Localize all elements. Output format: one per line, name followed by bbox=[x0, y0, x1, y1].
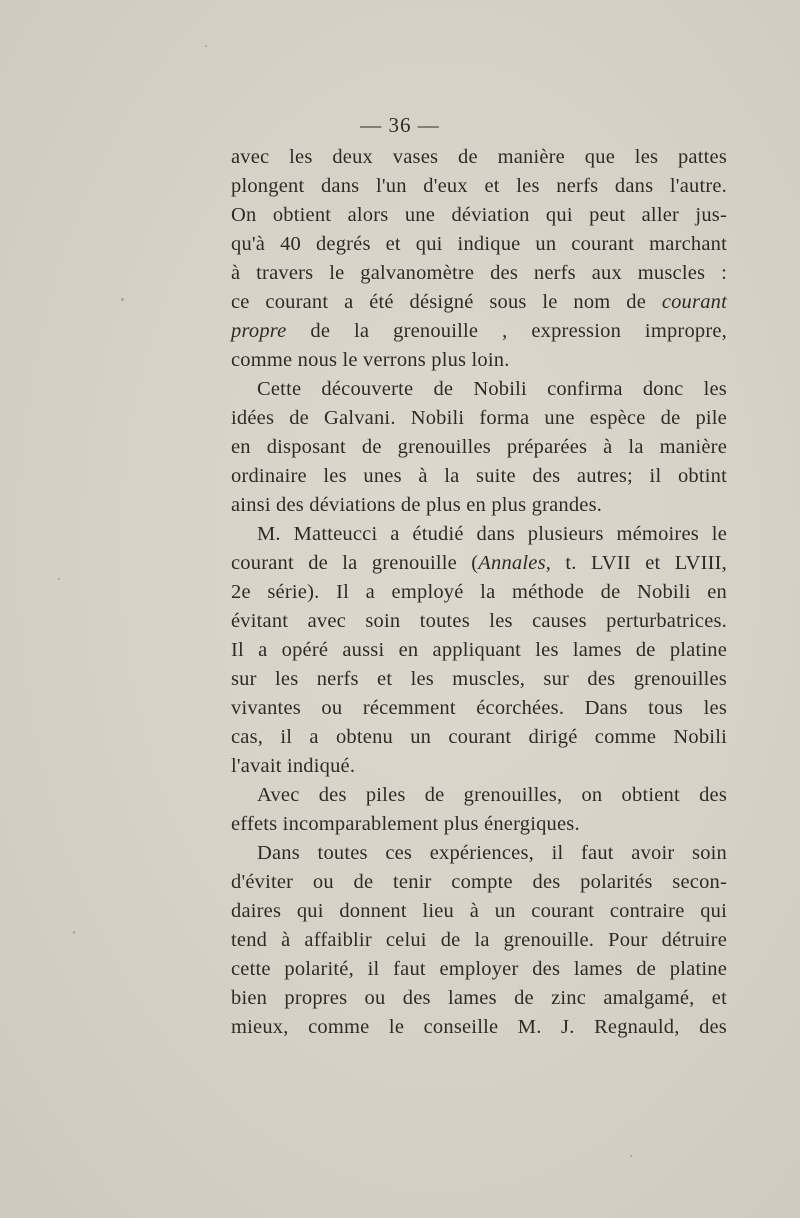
italic-text: propre bbox=[231, 320, 287, 342]
text-segment: courant de la grenouille ( bbox=[231, 552, 479, 574]
text-line bbox=[231, 462, 727, 491]
text-segment: cette polarité, il faut employer des lames de platine bbox=[231, 958, 727, 980]
text-line bbox=[231, 694, 727, 723]
text-segment: sur les nerfs et les muscles, sur des grenouilles bbox=[231, 668, 727, 690]
paper-speck bbox=[630, 1155, 632, 1157]
text-segment: t. LVII et LVIII, bbox=[551, 552, 727, 574]
text-line bbox=[231, 781, 727, 810]
text-line bbox=[231, 288, 727, 317]
text-line bbox=[231, 810, 727, 839]
body-text bbox=[231, 143, 727, 1042]
text-line bbox=[231, 201, 727, 230]
text-segment: ainsi des déviations de plus en plus grandes. bbox=[231, 494, 603, 516]
text-segment: cas, il a obtenu un courant dirigé comme Nobili bbox=[231, 726, 727, 748]
text-segment: effets incomparablement plus énergiques. bbox=[231, 813, 580, 835]
text-line bbox=[231, 607, 727, 636]
text-line bbox=[231, 404, 727, 433]
paper-speck bbox=[205, 45, 207, 47]
paper-speck bbox=[58, 578, 60, 580]
text-segment: vivantes ou récemment écorchées. Dans tous les bbox=[231, 697, 727, 719]
text-segment: comme nous le verrons plus loin. bbox=[231, 349, 510, 371]
text-line bbox=[231, 172, 727, 201]
text-line bbox=[231, 375, 727, 404]
text-segment: avec les deux vases de manière que les pattes bbox=[231, 146, 727, 168]
text-line bbox=[231, 839, 727, 868]
text-line bbox=[231, 317, 727, 346]
text-line bbox=[231, 433, 727, 462]
paper-speck bbox=[121, 298, 124, 301]
text-segment: de la grenouille , expression impropre, bbox=[286, 320, 727, 342]
text-line bbox=[231, 491, 727, 520]
text-segment: M. Matteucci a étudié dans plusieurs mémoires le bbox=[257, 523, 727, 545]
text-segment: évitant avec soin toutes les causes perturbatrices. bbox=[231, 610, 727, 632]
text-segment: 2e série). Il a employé la méthode de Nobili en bbox=[231, 581, 727, 603]
text-segment: l'avait indiqué. bbox=[231, 755, 356, 777]
text-segment: Dans toutes ces expériences, il faut avoir soin bbox=[257, 842, 727, 864]
text-segment: tend à affaiblir celui de la grenouille. Pour détruire bbox=[231, 929, 727, 951]
text-line bbox=[231, 868, 727, 897]
text-segment: à travers le galvanomètre des nerfs aux muscles : bbox=[231, 262, 727, 284]
text-segment: d'éviter ou de tenir compte des polarités secon- bbox=[231, 871, 727, 893]
text-segment: en disposant de grenouilles préparées à la manière bbox=[231, 436, 727, 458]
text-line bbox=[231, 549, 727, 578]
text-segment: daires qui donnent lieu à un courant contraire qui bbox=[231, 900, 727, 922]
paper-speck bbox=[73, 931, 75, 934]
text-line bbox=[231, 259, 727, 288]
text-segment: On obtient alors une déviation qui peut aller jus- bbox=[231, 204, 727, 226]
text-line bbox=[231, 955, 727, 984]
text-line bbox=[231, 230, 727, 259]
text-line bbox=[231, 665, 727, 694]
text-segment: bien propres ou des lames de zinc amalgamé, et bbox=[231, 987, 727, 1009]
text-line bbox=[231, 723, 727, 752]
text-segment: Il a opéré aussi en appliquant les lames de platine bbox=[231, 639, 727, 661]
text-segment: ce courant a été désigné sous le nom de bbox=[231, 291, 662, 313]
text-segment: plongent dans l'un d'eux et les nerfs dans l'autre. bbox=[231, 175, 727, 197]
text-line bbox=[231, 636, 727, 665]
text-line bbox=[231, 926, 727, 955]
italic-text: courant bbox=[661, 291, 727, 313]
text-line bbox=[231, 143, 727, 172]
text-segment: Cette découverte de Nobili confirma donc les bbox=[257, 378, 727, 400]
text-line bbox=[231, 897, 727, 926]
text-segment: mieux, comme le conseille M. J. Regnauld, des bbox=[231, 1016, 727, 1038]
italic-text: Annales, bbox=[478, 552, 552, 574]
page-number: — 36 — bbox=[360, 113, 440, 137]
text-line bbox=[231, 520, 727, 549]
text-segment: idées de Galvani. Nobili forma une espèce de pile bbox=[231, 407, 727, 429]
text-line bbox=[231, 578, 727, 607]
text-line bbox=[231, 752, 727, 781]
text-segment: Avec des piles de grenouilles, on obtient des bbox=[257, 784, 727, 806]
text-line bbox=[231, 984, 727, 1013]
text-line bbox=[231, 346, 727, 375]
text-segment: qu'à 40 degrés et qui indique un courant marchant bbox=[231, 233, 727, 255]
text-line bbox=[231, 1013, 727, 1042]
text-segment: ordinaire les unes à la suite des autres; il obtint bbox=[231, 465, 727, 487]
